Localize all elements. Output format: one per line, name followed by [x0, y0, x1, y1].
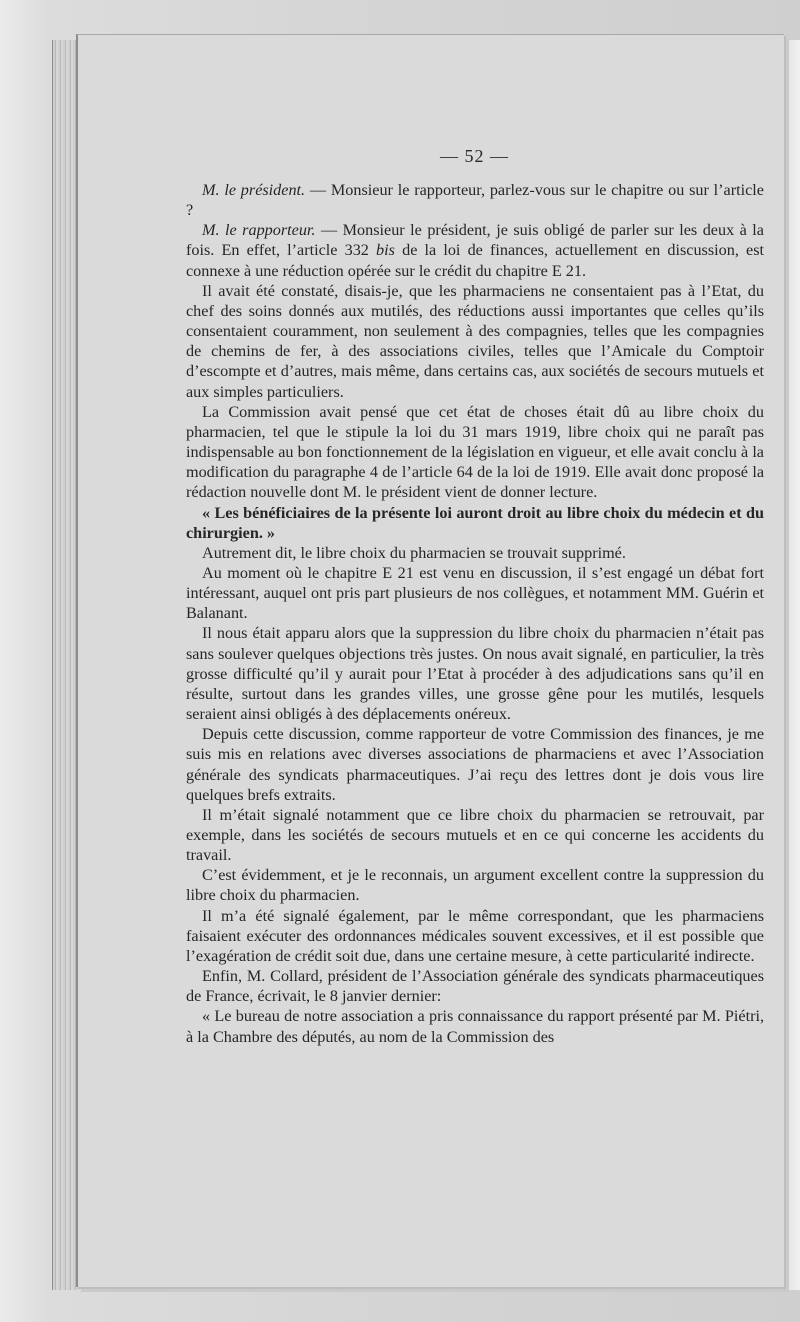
italic-run: bis: [376, 241, 395, 260]
text-run: Enfin, M. Collard, président de l’Association générale des syndicats pharmaceutiques de France, écrivait, le 8 janvier dernier:: [186, 967, 764, 1006]
italic-run: M. le rapporteur.: [202, 221, 316, 240]
text-run: Il m’était signalé notamment que ce libre choix du pharmacien se retrouvait, par exemple, dans les sociétés de secours mutuels et en ce qui concerne les accidents du travail.: [186, 805, 764, 865]
paragraph: [186, 563, 764, 623]
text-run: — Monsieur le rapporteur, parlez-vous sur le chapitre ou sur l’article ?: [186, 181, 764, 220]
paragraph: [186, 180, 764, 220]
paragraph: [186, 402, 764, 503]
text-run: Il avait été constaté, disais-je, que les pharmaciens ne consentaient pas à l’Etat, du chef des soins donnés aux mutilés, des réductions aussi importantes que celles qu’ils consentaient couramment, non seulement à des compagnies, telles que les compagnies de chemins de fer, à des associations civiles, telles que l’Amicale du Comptoir d’escompte et d’autres, mais même, dans certains cas, aux sociétés de secours mutuels et aux simples particuliers.: [186, 281, 764, 401]
text-run: La Commission avait pensé que cet état de choses était dû au libre choix du pharmacien, tel que le stipule la loi du 31 mars 1919, libre choix qui ne paraît pas indispensable au bon fonctionnement de la législation en vigueur, et elle avait conclu à la modification du paragraphe 4 de l’article 64 de la loi de 1919. Elle avait donc proposé la rédaction nouvelle dont M. le président vient de donner lecture.: [186, 402, 764, 502]
text-run: Il m’a été signalé également, par le même correspondant, que les pharmaciens faisaient exécuter des ordonnances médicales souvent excessives, et il est possible que l’exagération de crédit soit due, dans une certaine mesure, à cette particularité indirecte.: [186, 906, 764, 965]
paragraph: [186, 724, 764, 805]
paragraph: [186, 805, 764, 865]
text-run: « Les bénéficiaires de la présente loi auront droit au libre choix du médecin et du chirurgien. »: [186, 503, 764, 542]
book-binding-edge: [52, 40, 79, 1290]
text-run: Depuis cette discussion, comme rapporteur de votre Commission des finances, je me suis mis en relations avec diverses associations de pharmaciens et avec l’Association générale des syndicats pharmaceutiques. J’ai reçu des lettres dont je dois vous lire quelques brefs extraits.: [186, 725, 764, 804]
text-run: de la loi de finances, actuellement en discussion, est connexe à une réduction opérée sur le crédit du chapitre E 21.: [186, 241, 764, 280]
italic-run: M. le président.: [202, 181, 306, 199]
text-run: « Le bureau de notre association a pris connaissance du rapport présenté par M. Piétri, à la Chambre des députés, au nom de la Commission des: [186, 1007, 764, 1046]
text-run: Au moment où le chapitre E 21 est venu en discussion, il s’est engagé un débat fort intéressant, auquel ont pris part plusieurs de nos collègues, et notamment MM. Guérin et Balanant.: [186, 563, 764, 623]
paragraph: [186, 503, 764, 543]
paragraph: [186, 543, 764, 563]
paragraph: [186, 1006, 764, 1046]
body-text: [186, 180, 764, 1047]
paragraph: [186, 966, 764, 1006]
paragraph: [186, 865, 764, 905]
paragraph: [186, 623, 764, 724]
text-run: C’est évidemment, et je le reconnais, un argument excellent contre la suppression du libre choix du pharmacien.: [186, 866, 764, 905]
paragraph: [186, 281, 764, 402]
text-run: Il nous était apparu alors que la suppression du libre choix du pharmacien n’était pas sans soulever quelques objections très justes. On nous avait signalé, en particulier, la très grosse difficulté qu’il y aurait pour l’Etat à procéder à des adjudications sans qu’il en résulte, surtout dans les grandes villes, une grosse gêne pour les mutilés, lesquels seraient ainsi obligés à des déplacements onéreux.: [186, 624, 764, 724]
text-run: Autrement dit, le libre choix du pharmacien se trouvait supprimé.: [202, 543, 626, 562]
paragraph: [186, 220, 764, 280]
page-number: — 52 —: [440, 146, 509, 166]
text-run: — Monsieur le président, je suis obligé de parler sur les deux à la fois. En effet, l’article 332: [186, 221, 764, 260]
paragraph: [186, 906, 764, 966]
